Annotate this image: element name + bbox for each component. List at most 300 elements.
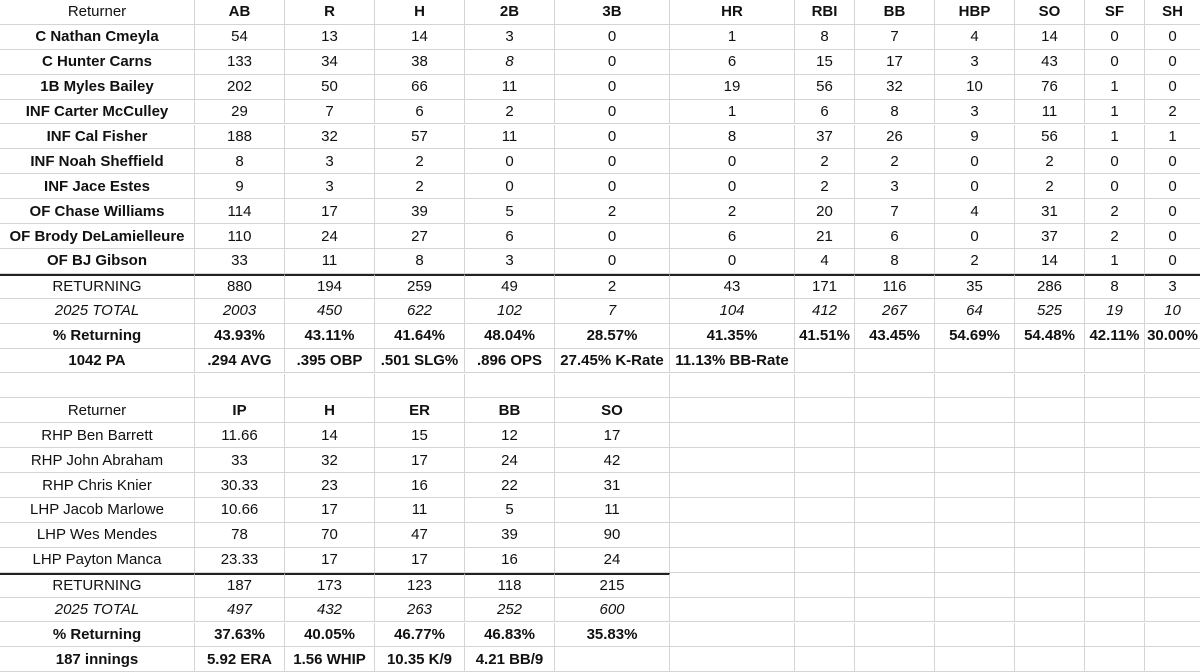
pitching-stat-cell[interactable]: 16 [375, 473, 465, 498]
empty-cell[interactable] [935, 623, 1015, 648]
batting-stat-cell[interactable]: 9 [935, 125, 1015, 150]
batting-returning-label[interactable]: RETURNING [0, 274, 195, 299]
batting-stat-cell[interactable]: 0 [1145, 25, 1200, 50]
batting-returning-cell[interactable]: 194 [285, 274, 375, 299]
pitching-stat-cell[interactable]: 11 [375, 498, 465, 523]
batting-stat-cell[interactable]: 0 [1145, 249, 1200, 274]
empty-cell[interactable] [795, 573, 855, 598]
batting-stat-cell[interactable]: 6 [670, 50, 795, 75]
batting-rate-cell[interactable] [795, 349, 855, 374]
batting-stat-cell[interactable]: 17 [285, 199, 375, 224]
pitching-rate-cell[interactable]: 1.56 WHIP [285, 647, 375, 672]
batting-returning-cell[interactable]: 286 [1015, 274, 1085, 299]
batting-stat-cell[interactable]: 14 [1015, 25, 1085, 50]
batting-rate-cell[interactable] [855, 349, 935, 374]
batting-stat-cell[interactable]: 0 [1145, 149, 1200, 174]
batting-stat-cell[interactable]: 11 [465, 125, 555, 150]
pitching-player-name[interactable]: LHP Wes Mendes [0, 523, 195, 548]
batting-rate-cell[interactable]: .501 SLG% [375, 349, 465, 374]
batting-stat-cell[interactable]: 0 [555, 174, 670, 199]
batting-rate-cell[interactable]: 11.13% BB-Rate [670, 349, 795, 374]
empty-cell[interactable] [935, 548, 1015, 573]
batting-total-cell[interactable]: 10 [1145, 299, 1200, 324]
batting-stat-cell[interactable]: 24 [285, 224, 375, 249]
batting-stat-cell[interactable]: 0 [465, 149, 555, 174]
batting-stat-cell[interactable]: 6 [795, 100, 855, 125]
pitching-percent-label[interactable]: % Returning [0, 623, 195, 648]
empty-cell[interactable] [795, 647, 855, 672]
batting-stat-cell[interactable]: 0 [935, 224, 1015, 249]
empty-cell[interactable] [855, 598, 935, 623]
batting-stat-cell[interactable]: 2 [465, 100, 555, 125]
batting-stat-cell[interactable]: 0 [555, 125, 670, 150]
pitching-player-name[interactable]: RHP John Abraham [0, 448, 195, 473]
empty-cell[interactable] [1085, 623, 1145, 648]
batting-stat-cell[interactable]: 56 [1015, 125, 1085, 150]
pitching-total-cell[interactable]: 252 [465, 598, 555, 623]
empty-cell[interactable] [935, 448, 1015, 473]
batting-stat-cell[interactable]: 27 [375, 224, 465, 249]
empty-cell[interactable] [935, 398, 1015, 423]
empty-cell[interactable] [1015, 448, 1085, 473]
batting-stat-cell[interactable]: 0 [1085, 25, 1145, 50]
pitching-returning-cell[interactable]: 187 [195, 573, 285, 598]
empty-cell[interactable] [795, 598, 855, 623]
batting-stat-cell[interactable]: 0 [1145, 75, 1200, 100]
batting-stat-cell[interactable]: 21 [795, 224, 855, 249]
batting-stat-cell[interactable]: 2 [670, 199, 795, 224]
batting-stat-cell[interactable]: 15 [795, 50, 855, 75]
batting-total-cell[interactable]: 412 [795, 299, 855, 324]
batting-stat-cell[interactable]: 133 [195, 50, 285, 75]
pitching-stat-cell[interactable]: 90 [555, 523, 670, 548]
batting-stat-cell[interactable]: 4 [935, 199, 1015, 224]
batting-stat-cell[interactable]: 6 [465, 224, 555, 249]
batting-stat-cell[interactable]: 1 [670, 25, 795, 50]
batting-stat-cell[interactable]: 1 [1145, 125, 1200, 150]
pitching-stat-cell[interactable]: 11 [555, 498, 670, 523]
empty-cell[interactable] [1145, 448, 1200, 473]
pitching-returning-cell[interactable]: 118 [465, 573, 555, 598]
empty-cell[interactable] [855, 523, 935, 548]
batting-stat-cell[interactable]: 7 [285, 100, 375, 125]
batting-stat-cell[interactable]: 0 [1145, 224, 1200, 249]
empty-cell[interactable] [855, 548, 935, 573]
batting-stat-cell[interactable]: 3 [285, 174, 375, 199]
pitching-stat-cell[interactable]: 17 [555, 423, 670, 448]
pitching-stat-cell[interactable]: 24 [555, 548, 670, 573]
pitching-stat-cell[interactable]: 14 [285, 423, 375, 448]
batting-header-cell[interactable]: H [375, 0, 465, 25]
empty-cell[interactable] [795, 623, 855, 648]
batting-stat-cell[interactable]: 2 [1145, 100, 1200, 125]
batting-stat-cell[interactable]: 6 [375, 100, 465, 125]
empty-cell[interactable] [670, 548, 795, 573]
batting-stat-cell[interactable]: 0 [465, 174, 555, 199]
empty-cell[interactable] [795, 523, 855, 548]
pitching-stat-cell[interactable]: 5 [465, 498, 555, 523]
empty-cell[interactable] [1015, 498, 1085, 523]
batting-stat-cell[interactable]: 8 [465, 50, 555, 75]
batting-total-cell[interactable]: 102 [465, 299, 555, 324]
batting-returning-cell[interactable]: 259 [375, 274, 465, 299]
empty-cell[interactable] [1145, 573, 1200, 598]
batting-stat-cell[interactable]: 0 [1145, 50, 1200, 75]
pitching-total-cell[interactable]: 600 [555, 598, 670, 623]
batting-stat-cell[interactable]: 20 [795, 199, 855, 224]
empty-cell[interactable] [1145, 473, 1200, 498]
batting-player-name[interactable]: 1B Myles Bailey [0, 75, 195, 100]
batting-stat-cell[interactable]: 1 [1085, 125, 1145, 150]
batting-stat-cell[interactable]: 11 [465, 75, 555, 100]
batting-player-name[interactable]: C Hunter Carns [0, 50, 195, 75]
batting-header-cell[interactable]: SH [1145, 0, 1200, 25]
batting-stat-cell[interactable]: 3 [465, 249, 555, 274]
batting-stat-cell[interactable]: 2 [795, 149, 855, 174]
batting-percent-cell[interactable]: 43.45% [855, 324, 935, 349]
batting-percent-cell[interactable]: 42.11% [1085, 324, 1145, 349]
pitching-header-cell[interactable]: ER [375, 398, 465, 423]
batting-stat-cell[interactable]: 3 [935, 50, 1015, 75]
empty-cell[interactable] [795, 548, 855, 573]
pitching-stat-cell[interactable]: 47 [375, 523, 465, 548]
empty-cell[interactable] [670, 647, 795, 672]
batting-total-cell[interactable]: 64 [935, 299, 1015, 324]
pitching-stat-cell[interactable]: 22 [465, 473, 555, 498]
batting-percent-cell[interactable]: 43.93% [195, 324, 285, 349]
batting-total-cell[interactable]: 622 [375, 299, 465, 324]
batting-stat-cell[interactable]: 1 [1085, 75, 1145, 100]
batting-total-cell[interactable]: 525 [1015, 299, 1085, 324]
batting-percent-cell[interactable]: 41.51% [795, 324, 855, 349]
batting-header-cell[interactable]: HR [670, 0, 795, 25]
pitching-stat-cell[interactable]: 17 [375, 548, 465, 573]
batting-stat-cell[interactable]: 37 [1015, 224, 1085, 249]
batting-percent-label[interactable]: % Returning [0, 324, 195, 349]
batting-stat-cell[interactable]: 2 [1015, 174, 1085, 199]
batting-stat-cell[interactable]: 0 [555, 75, 670, 100]
empty-cell[interactable] [1145, 374, 1200, 399]
empty-cell[interactable] [670, 398, 795, 423]
batting-stat-cell[interactable]: 32 [855, 75, 935, 100]
empty-cell[interactable] [555, 374, 670, 399]
batting-stat-cell[interactable]: 3 [855, 174, 935, 199]
batting-stat-cell[interactable]: 11 [1015, 100, 1085, 125]
batting-stat-cell[interactable]: 1 [670, 100, 795, 125]
empty-cell[interactable] [1015, 523, 1085, 548]
batting-rates-label[interactable]: 1042 PA [0, 349, 195, 374]
empty-cell[interactable] [465, 374, 555, 399]
batting-total-cell[interactable]: 19 [1085, 299, 1145, 324]
pitching-returning-cell[interactable]: 173 [285, 573, 375, 598]
batting-stat-cell[interactable]: 0 [670, 149, 795, 174]
pitching-stat-cell[interactable]: 10.66 [195, 498, 285, 523]
batting-stat-cell[interactable]: 0 [670, 174, 795, 199]
batting-stat-cell[interactable]: 14 [375, 25, 465, 50]
batting-stat-cell[interactable]: 0 [555, 224, 670, 249]
batting-stat-cell[interactable]: 0 [1145, 199, 1200, 224]
pitching-stat-cell[interactable]: 12 [465, 423, 555, 448]
batting-stat-cell[interactable]: 0 [670, 249, 795, 274]
batting-player-name[interactable]: OF Chase Williams [0, 199, 195, 224]
empty-cell[interactable] [1145, 548, 1200, 573]
batting-player-name[interactable]: OF BJ Gibson [0, 249, 195, 274]
pitching-stat-cell[interactable]: 42 [555, 448, 670, 473]
batting-stat-cell[interactable]: 13 [285, 25, 375, 50]
empty-cell[interactable] [670, 473, 795, 498]
pitching-stat-cell[interactable]: 70 [285, 523, 375, 548]
batting-stat-cell[interactable]: 188 [195, 125, 285, 150]
batting-stat-cell[interactable]: 8 [195, 149, 285, 174]
empty-cell[interactable] [855, 573, 935, 598]
empty-cell[interactable] [1015, 398, 1085, 423]
batting-returning-cell[interactable]: 8 [1085, 274, 1145, 299]
pitching-stat-cell[interactable]: 15 [375, 423, 465, 448]
batting-header-cell[interactable]: AB [195, 0, 285, 25]
batting-player-name[interactable]: INF Noah Sheffield [0, 149, 195, 174]
batting-stat-cell[interactable]: 10 [935, 75, 1015, 100]
pitching-percent-cell[interactable]: 46.77% [375, 623, 465, 648]
empty-cell[interactable] [1015, 623, 1085, 648]
empty-cell[interactable] [795, 423, 855, 448]
empty-cell[interactable] [1015, 548, 1085, 573]
batting-returning-cell[interactable]: 2 [555, 274, 670, 299]
batting-player-name[interactable]: INF Jace Estes [0, 174, 195, 199]
empty-cell[interactable] [1085, 548, 1145, 573]
pitching-total-cell[interactable]: 432 [285, 598, 375, 623]
empty-cell[interactable] [1145, 623, 1200, 648]
empty-cell[interactable] [1145, 398, 1200, 423]
empty-cell[interactable] [855, 473, 935, 498]
pitching-stat-cell[interactable]: 23 [285, 473, 375, 498]
batting-stat-cell[interactable]: 2 [375, 149, 465, 174]
batting-stat-cell[interactable]: 0 [1085, 50, 1145, 75]
batting-stat-cell[interactable]: 32 [285, 125, 375, 150]
batting-stat-cell[interactable]: 6 [670, 224, 795, 249]
batting-stat-cell[interactable]: 3 [935, 100, 1015, 125]
empty-cell[interactable] [1145, 498, 1200, 523]
pitching-header-cell[interactable]: H [285, 398, 375, 423]
pitching-stat-cell[interactable]: 78 [195, 523, 285, 548]
pitching-rate-cell[interactable]: 5.92 ERA [195, 647, 285, 672]
batting-player-name[interactable]: INF Carter McCulley [0, 100, 195, 125]
batting-stat-cell[interactable]: 4 [935, 25, 1015, 50]
batting-stat-cell[interactable]: 0 [555, 249, 670, 274]
pitching-header-returner[interactable]: Returner [0, 398, 195, 423]
batting-stat-cell[interactable]: 0 [935, 149, 1015, 174]
pitching-player-name[interactable]: LHP Jacob Marlowe [0, 498, 195, 523]
batting-stat-cell[interactable]: 8 [795, 25, 855, 50]
batting-rate-cell[interactable] [1085, 349, 1145, 374]
empty-cell[interactable] [670, 523, 795, 548]
batting-stat-cell[interactable]: 0 [1085, 174, 1145, 199]
batting-stat-cell[interactable]: 8 [855, 100, 935, 125]
batting-header-cell[interactable]: SF [1085, 0, 1145, 25]
empty-cell[interactable] [670, 573, 795, 598]
batting-stat-cell[interactable]: 8 [670, 125, 795, 150]
batting-rate-cell[interactable]: .896 OPS [465, 349, 555, 374]
empty-cell[interactable] [1085, 498, 1145, 523]
empty-cell[interactable] [855, 398, 935, 423]
batting-stat-cell[interactable]: 76 [1015, 75, 1085, 100]
empty-cell[interactable] [935, 573, 1015, 598]
batting-stat-cell[interactable]: 39 [375, 199, 465, 224]
empty-cell[interactable] [1085, 523, 1145, 548]
empty-cell[interactable] [935, 473, 1015, 498]
batting-stat-cell[interactable]: 33 [195, 249, 285, 274]
batting-rate-cell[interactable]: .294 AVG [195, 349, 285, 374]
pitching-stat-cell[interactable]: 11.66 [195, 423, 285, 448]
batting-stat-cell[interactable]: 0 [935, 174, 1015, 199]
batting-percent-cell[interactable]: 43.11% [285, 324, 375, 349]
pitching-stat-cell[interactable]: 17 [285, 548, 375, 573]
empty-cell[interactable] [1015, 573, 1085, 598]
batting-header-returner[interactable]: Returner [0, 0, 195, 25]
batting-total-cell[interactable]: 450 [285, 299, 375, 324]
batting-rate-cell[interactable] [1015, 349, 1085, 374]
empty-cell[interactable] [855, 448, 935, 473]
empty-cell[interactable] [1015, 598, 1085, 623]
pitching-player-name[interactable]: LHP Payton Manca [0, 548, 195, 573]
batting-stat-cell[interactable]: 2 [1085, 224, 1145, 249]
empty-cell[interactable] [855, 374, 935, 399]
pitching-stat-cell[interactable]: 17 [285, 498, 375, 523]
empty-cell[interactable] [1085, 374, 1145, 399]
empty-cell[interactable] [375, 374, 465, 399]
empty-cell[interactable] [795, 374, 855, 399]
batting-stat-cell[interactable]: 9 [195, 174, 285, 199]
empty-cell[interactable] [935, 647, 1015, 672]
batting-stat-cell[interactable]: 2 [855, 149, 935, 174]
batting-percent-cell[interactable]: 41.64% [375, 324, 465, 349]
batting-stat-cell[interactable]: 37 [795, 125, 855, 150]
batting-percent-cell[interactable]: 54.69% [935, 324, 1015, 349]
empty-cell[interactable] [285, 374, 375, 399]
batting-total-cell[interactable]: 104 [670, 299, 795, 324]
empty-cell[interactable] [0, 374, 195, 399]
pitching-header-cell[interactable]: IP [195, 398, 285, 423]
empty-cell[interactable] [935, 598, 1015, 623]
pitching-rate-cell[interactable]: 10.35 K/9 [375, 647, 465, 672]
empty-cell[interactable] [855, 423, 935, 448]
batting-stat-cell[interactable]: 2 [795, 174, 855, 199]
pitching-returning-cell[interactable]: 123 [375, 573, 465, 598]
empty-cell[interactable] [1085, 473, 1145, 498]
batting-stat-cell[interactable]: 56 [795, 75, 855, 100]
empty-cell[interactable] [670, 423, 795, 448]
pitching-stat-cell[interactable]: 23.33 [195, 548, 285, 573]
batting-total-cell[interactable]: 2003 [195, 299, 285, 324]
batting-stat-cell[interactable]: 2 [935, 249, 1015, 274]
pitching-rate-cell[interactable] [555, 647, 670, 672]
pitching-percent-cell[interactable]: 46.83% [465, 623, 555, 648]
pitching-stat-cell[interactable]: 32 [285, 448, 375, 473]
batting-returning-cell[interactable]: 171 [795, 274, 855, 299]
batting-returning-cell[interactable]: 49 [465, 274, 555, 299]
batting-stat-cell[interactable]: 26 [855, 125, 935, 150]
empty-cell[interactable] [1145, 423, 1200, 448]
empty-cell[interactable] [1085, 647, 1145, 672]
batting-rate-cell[interactable] [935, 349, 1015, 374]
pitching-stat-cell[interactable]: 24 [465, 448, 555, 473]
empty-cell[interactable] [935, 423, 1015, 448]
empty-cell[interactable] [795, 473, 855, 498]
batting-stat-cell[interactable]: 14 [1015, 249, 1085, 274]
pitching-player-name[interactable]: RHP Ben Barrett [0, 423, 195, 448]
pitching-rates-label[interactable]: 187 innings [0, 647, 195, 672]
empty-cell[interactable] [935, 523, 1015, 548]
batting-header-cell[interactable]: 3B [555, 0, 670, 25]
empty-cell[interactable] [670, 498, 795, 523]
empty-cell[interactable] [670, 374, 795, 399]
batting-stat-cell[interactable]: 1 [1085, 100, 1145, 125]
empty-cell[interactable] [795, 398, 855, 423]
batting-stat-cell[interactable]: 8 [855, 249, 935, 274]
batting-stat-cell[interactable]: 8 [375, 249, 465, 274]
batting-player-name[interactable]: OF Brody DeLamielleure [0, 224, 195, 249]
pitching-header-cell[interactable]: BB [465, 398, 555, 423]
empty-cell[interactable] [1085, 448, 1145, 473]
empty-cell[interactable] [855, 623, 935, 648]
batting-stat-cell[interactable]: 6 [855, 224, 935, 249]
batting-stat-cell[interactable]: 2 [375, 174, 465, 199]
batting-rate-cell[interactable]: 27.45% K-Rate [555, 349, 670, 374]
batting-header-cell[interactable]: RBI [795, 0, 855, 25]
empty-cell[interactable] [1015, 374, 1085, 399]
empty-cell[interactable] [935, 374, 1015, 399]
pitching-percent-cell[interactable]: 37.63% [195, 623, 285, 648]
batting-stat-cell[interactable]: 38 [375, 50, 465, 75]
empty-cell[interactable] [1085, 423, 1145, 448]
batting-stat-cell[interactable]: 34 [285, 50, 375, 75]
empty-cell[interactable] [1085, 573, 1145, 598]
batting-percent-cell[interactable]: 30.00% [1145, 324, 1200, 349]
pitching-returning-label[interactable]: RETURNING [0, 573, 195, 598]
empty-cell[interactable] [1145, 647, 1200, 672]
batting-total-label[interactable]: 2025 TOTAL [0, 299, 195, 324]
batting-returning-cell[interactable]: 3 [1145, 274, 1200, 299]
pitching-stat-cell[interactable]: 39 [465, 523, 555, 548]
pitching-returning-cell[interactable]: 215 [555, 573, 670, 598]
batting-stat-cell[interactable]: 43 [1015, 50, 1085, 75]
batting-stat-cell[interactable]: 4 [795, 249, 855, 274]
batting-returning-cell[interactable]: 35 [935, 274, 1015, 299]
batting-stat-cell[interactable]: 3 [285, 149, 375, 174]
empty-cell[interactable] [855, 647, 935, 672]
batting-stat-cell[interactable]: 3 [465, 25, 555, 50]
batting-stat-cell[interactable]: 17 [855, 50, 935, 75]
batting-stat-cell[interactable]: 0 [1085, 149, 1145, 174]
batting-header-cell[interactable]: BB [855, 0, 935, 25]
batting-percent-cell[interactable]: 48.04% [465, 324, 555, 349]
batting-header-cell[interactable]: HBP [935, 0, 1015, 25]
batting-returning-cell[interactable]: 43 [670, 274, 795, 299]
pitching-total-cell[interactable]: 497 [195, 598, 285, 623]
batting-stat-cell[interactable]: 50 [285, 75, 375, 100]
empty-cell[interactable] [1015, 423, 1085, 448]
pitching-total-label[interactable]: 2025 TOTAL [0, 598, 195, 623]
batting-returning-cell[interactable]: 880 [195, 274, 285, 299]
batting-stat-cell[interactable]: 57 [375, 125, 465, 150]
batting-player-name[interactable]: INF Cal Fisher [0, 125, 195, 150]
pitching-stat-cell[interactable]: 33 [195, 448, 285, 473]
empty-cell[interactable] [670, 598, 795, 623]
empty-cell[interactable] [1145, 598, 1200, 623]
empty-cell[interactable] [670, 623, 795, 648]
batting-stat-cell[interactable]: 7 [855, 199, 935, 224]
pitching-stat-cell[interactable]: 31 [555, 473, 670, 498]
empty-cell[interactable] [795, 448, 855, 473]
